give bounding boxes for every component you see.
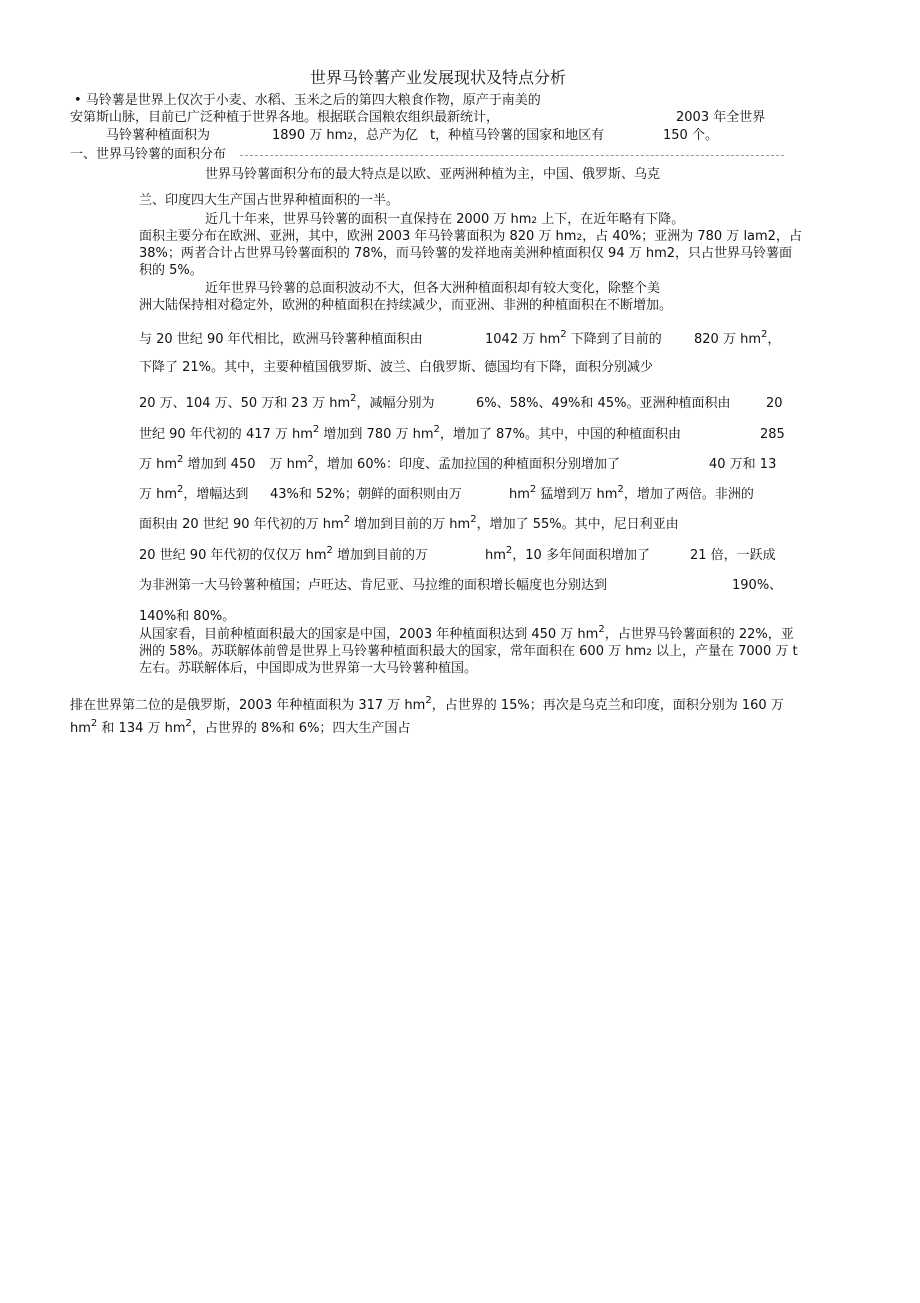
p3-line-2-end: 以上，产量在 7000 万 t	[651, 644, 798, 659]
p2-row-4-sup: 2	[312, 424, 320, 435]
p1-line-4-end: ，占 40%；亚洲为 780 万 lam2，占	[582, 229, 802, 244]
p2-row-6	[139, 484, 249, 503]
p2-row-5-unit2: 万 hm	[269, 457, 308, 472]
p2-row-1-mid: 下降到了目前的	[566, 332, 662, 347]
p1-line-3-sub: 2	[531, 216, 538, 226]
p2-row-6-sup2: 2	[529, 484, 537, 495]
p1-line-4-sub: 2	[576, 233, 583, 243]
p2-row-9-num: 190%、	[732, 578, 783, 593]
p2-row-4-sup2: 2	[433, 424, 440, 435]
p3-line-2-text: 洲的 58%。苏联解体前曾是世界上马铃薯种植面积最大的国家，常年面积在 600 万 hm	[139, 644, 647, 659]
p1-line-1: 世界马铃薯面积分布的最大特点是以欧、亚两洲种植为主，中国、俄罗斯、乌克	[205, 167, 661, 182]
p2-row-1-num: 1042 万 hm	[485, 332, 561, 347]
p2-row-3-text: 20 万、104 万、50 万和 23 万 hm	[139, 396, 351, 411]
p2-row-7-mid: 增加到目前的万 hm	[350, 517, 471, 532]
p2-row-6-mid: ，增幅达到	[183, 487, 249, 502]
p1-line-4-text: 面积主要分布在欧洲、亚洲，其中，欧洲 2003 年马铃薯面积为 820 万 hm	[139, 229, 577, 244]
p1-line-8: 洲大陆保持相对稳定外，欧洲的种植面积在持续减少，而亚洲、非洲的种植面积在不断增加。	[139, 298, 673, 313]
p2-row-4-end: ，增加了 87%。其中，中国的种植面积由	[439, 427, 681, 442]
p2-row-3-end: 20	[766, 396, 783, 411]
p2-row-8-text: 20 世纪 90 年代初的仅仅万 hm	[139, 548, 327, 563]
p2-row-5-sup2: 2	[307, 454, 314, 465]
p3-line-1-end: ，占世界马铃薯面积的 22%，亚	[604, 627, 794, 642]
p4-line-1-sup: 2	[425, 695, 432, 706]
p3-line-1	[139, 624, 794, 643]
p2-row-8-sup2: 2	[505, 545, 513, 556]
p2-row-6-hm: hm	[509, 487, 530, 502]
p4-line-1-end: ，占世界的 15%；再次是乌克兰和印度，面积分别为 160 万	[431, 698, 784, 713]
p2-row-3-rates: 6%、58%、49%和 45%。亚洲种植面积由	[476, 396, 731, 411]
p3-line-1-text: 从国家看，目前种植面积最大的国家是中国，2003 年种植面积达到 450 万 hm	[139, 627, 599, 642]
p1-line-7: 近年世界马铃薯的总面积波动不大，但各大洲种植面积却有较大变化，除整个美	[205, 281, 661, 296]
intro-line-2-year: 2003 年全世界	[676, 110, 766, 125]
p2-row-6-rates: 43%和 52%；朝鲜的面积则由万	[270, 487, 462, 502]
p4-line-1	[70, 695, 784, 714]
intro-area-sub: 2	[347, 132, 353, 142]
p2-row-1: 与 20 世纪 90 年代相比，欧洲马铃薯种植面积由	[139, 332, 423, 347]
p4-line-2-sup: 2	[90, 718, 98, 729]
p2-row-8-hm: hm	[485, 548, 506, 563]
p2-row-6-end	[509, 484, 754, 503]
p2-row-4	[139, 424, 681, 443]
p2-row-3-sup: 2	[350, 393, 357, 404]
p4-line-1-text: 排在世界第二位的是俄罗斯，2003 年种植面积为 317 万 hm	[70, 698, 426, 713]
p1-line-3-text: 近几十年来，世界马铃薯的面积一直保持在 2000 万 hm	[205, 212, 532, 227]
p2-row-5	[139, 454, 620, 473]
p2-row-1-value	[485, 329, 662, 348]
p2-row-1-end	[694, 329, 781, 348]
p1-line-3	[205, 212, 684, 229]
p2-row-1-num2: 820 万 hm	[694, 332, 761, 347]
p2-row-8-tail: ，10 多年间面积增加了	[512, 548, 650, 563]
p2-row-1-sup: 2	[560, 329, 567, 340]
p4-line-2-end: ，占世界的 8%和 6%；四大生产国占	[191, 721, 411, 736]
p2-row-4-num: 285	[760, 427, 785, 442]
p2-row-5-sup: 2	[177, 454, 184, 465]
intro-line-3-area	[272, 128, 604, 145]
p2-row-5-end: ，增加 60%：印度、孟加拉国的种植面积分别增加了	[313, 457, 620, 472]
p2-row-5-num: 40 万和 13	[709, 457, 777, 472]
p2-row-7-text: 面积由 20 世纪 90 年代初的万 hm	[139, 517, 344, 532]
p2-row-6-mid2: 猛增到万 hm	[536, 487, 618, 502]
section-heading-1: 一、世界马铃薯的面积分布	[70, 147, 227, 162]
p2-row-4-mid: 增加到 780 万 hm	[319, 427, 434, 442]
p1-line-6: 积的 5%。	[139, 263, 203, 278]
p2-row-9: 为非洲第一大马铃薯种植国；卢旺达、肯尼亚、马拉维的面积增长幅度也分别达到	[139, 578, 608, 593]
p2-row-6-sup: 2	[177, 484, 184, 495]
p4-line-2-mid: 和 134 万 hm	[97, 721, 186, 736]
p2-row-5-unit: 万 hm	[139, 457, 178, 472]
p2-row-7-end: ，增加了 55%。其中，尼日利亚由	[476, 517, 679, 532]
p2-row-2: 下降了 21%。其中，主要种植国俄罗斯、波兰、白俄罗斯、德国均有下降，面积分别减少	[139, 360, 654, 375]
p2-row-8	[139, 545, 429, 564]
p2-row-8-end	[485, 545, 650, 564]
p2-row-3	[139, 393, 435, 412]
p2-row-6-tail: ，增加了两倍。非洲的	[623, 487, 754, 502]
intro-area-value: 1890 万 hm	[272, 128, 348, 143]
p2-row-6-unit: 万 hm	[139, 487, 178, 502]
document-title: 世界马铃薯产业发展现状及特点分析	[310, 68, 567, 87]
p2-row-6-sup3: 2	[617, 484, 624, 495]
p3-line-1-sup: 2	[598, 624, 605, 635]
p2-row-1-sup2: 2	[760, 329, 768, 340]
p4-line-2-hm: hm	[70, 721, 91, 736]
p1-line-2: 兰、印度四大生产国占世界种植面积的一半。	[139, 193, 400, 208]
p2-row-8-num: 21 倍，一跃成	[690, 548, 776, 563]
intro-line-1: • 马铃薯是世界上仅次于小麦、水稻、玉米之后的第四大粮食作物，原产于南美的	[74, 93, 541, 108]
p2-row-8-mid: 增加到目前的万	[332, 548, 429, 563]
intro-total: ，总产为亿	[353, 128, 419, 143]
intro-line-3a: 马铃薯种植面积为	[106, 128, 211, 143]
p2-row-10: 140%和 80%。	[139, 609, 236, 624]
p4-line-2	[70, 718, 411, 737]
p3-line-2	[139, 644, 798, 661]
intro-line-2: 安第斯山脉，目前已广泛种植于世界各地。根据联合国粮农组织最新统计，	[70, 110, 500, 125]
p2-row-8-sup: 2	[326, 545, 333, 556]
p2-row-1-punct: ，	[767, 332, 781, 347]
p2-row-7-sup: 2	[343, 514, 351, 525]
intro-line-3-count: 150 个。	[663, 128, 718, 143]
p1-line-5: 38%；两者合计占世界马铃薯面积的 78%，而马铃薯的发祥地南美洲种植面积仅 94 万 hm2，只占世界马铃薯面	[139, 246, 793, 261]
p4-line-2-sup2: 2	[185, 718, 192, 729]
p1-line-3-end: 上下，在近年略有下降。	[537, 212, 685, 227]
section-divider	[240, 155, 784, 156]
p3-line-3: 左右。苏联解体后，中国即成为世界第一大马铃薯种植国。	[139, 661, 478, 676]
p2-row-5-mid: 增加到 450	[183, 457, 256, 472]
intro-countries: t，种植马铃薯的国家和地区有	[430, 128, 605, 143]
p3-line-2-sub: 2	[646, 648, 652, 658]
p2-row-3-mid: ，减幅分别为	[356, 396, 435, 411]
p2-row-4-text: 世纪 90 年代初的 417 万 hm	[139, 427, 313, 442]
p1-line-4	[139, 229, 802, 246]
p2-row-7-sup2: 2	[470, 514, 477, 525]
p2-row-7	[139, 514, 679, 533]
